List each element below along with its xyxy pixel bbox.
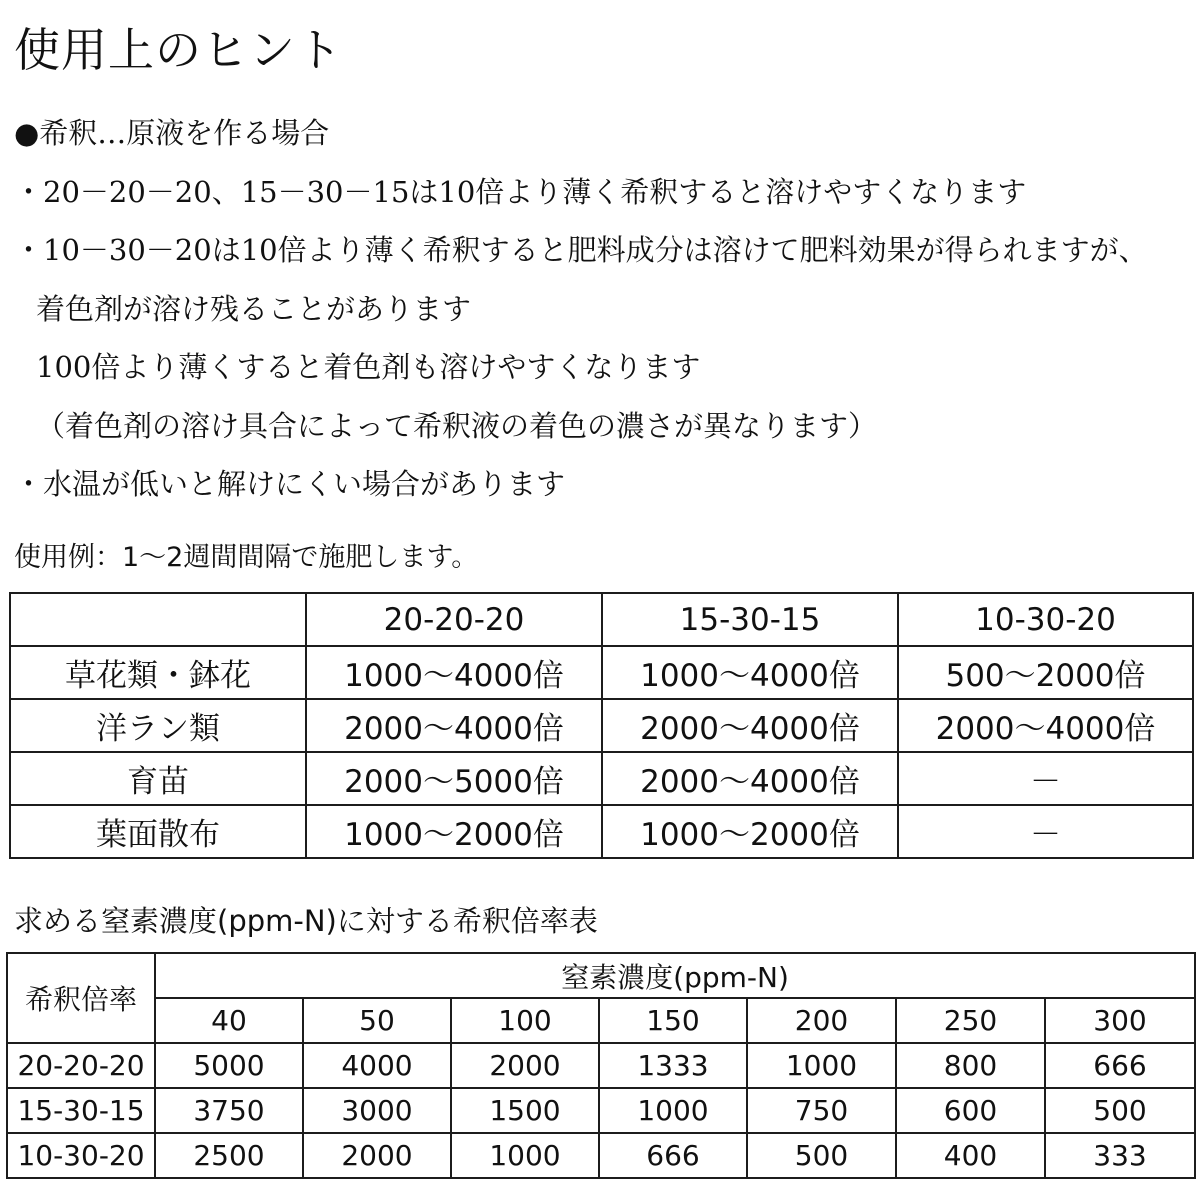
table-cell: 1000 [451,1133,599,1178]
concentration-header: 200 [747,998,896,1043]
corner-header: 希釈倍率 [7,953,155,1043]
table-cell: 1000 [599,1088,747,1133]
table-cell: 2000～5000倍 [306,752,602,805]
tip-line: （着色剤の溶け具合によって希釈液の着色の濃さが異なります） [36,408,878,443]
table-row [10,805,1193,858]
row-label: 洋ラン類 [10,699,306,752]
table-cell: 500 [1045,1088,1195,1133]
table-cell: 500～2000倍 [898,646,1193,699]
table-cell: 2000～4000倍 [602,752,898,805]
table-header-cell: 20-20-20 [306,593,602,646]
table-row [10,646,1193,699]
table-cell: 333 [1045,1133,1195,1178]
usage-table [9,592,1194,859]
table-cell: 2000 [451,1043,599,1088]
table-cell: 2000 [303,1133,451,1178]
table-header-cell [10,593,306,646]
row-label: 20-20-20 [7,1043,155,1088]
table-row [10,699,1193,752]
table-cell: 2000～4000倍 [306,699,602,752]
tips-section [14,104,1194,514]
table-cell: 666 [1045,1043,1195,1088]
table-row [7,1043,1195,1088]
concentration-header: 150 [599,998,747,1043]
table-cell: 500 [747,1133,896,1178]
table-cell: 2500 [155,1133,303,1178]
tip-line: 100倍より薄くすると着色剤も溶けやすくなります [36,350,701,384]
table-cell: 3750 [155,1088,303,1133]
table-cell: 750 [747,1088,896,1133]
group-header: 窒素濃度(ppm-N) [155,953,1195,998]
concentration-header: 250 [896,998,1045,1043]
table-cell: 1000～4000倍 [306,646,602,699]
table-cell: 3000 [303,1088,451,1133]
dilution-table [6,952,1196,1179]
table-cell: 2000～4000倍 [602,699,898,752]
table-cell: 666 [599,1133,747,1178]
row-label: 葉面散布 [10,805,306,858]
tip-line: ・水温が低いと解けにくい場合があります [14,467,566,501]
table-row [7,1088,1195,1133]
table-cell: 1000～2000倍 [602,805,898,858]
row-label: 草花類・鉢花 [10,646,306,699]
table-cell: 600 [896,1088,1045,1133]
dilution-caption: 求める窒素濃度(ppm-N)に対する希釈倍率表 [14,904,598,938]
table-header-row [10,593,1193,646]
concentration-header: 100 [451,998,599,1043]
table-cell: 2000～4000倍 [898,699,1193,752]
table-cell: 5000 [155,1043,303,1088]
table-cell: 1500 [451,1088,599,1133]
table-cell: 800 [896,1043,1045,1088]
usage-caption: 使用例：1～2週間間隔で施肥します。 [14,542,479,573]
row-label: 15-30-15 [7,1088,155,1133]
tip-line: ・10－30－20は10倍より薄く希釈すると肥料成分は溶けて肥料効果が得られますが、 [14,233,1148,267]
concentration-header: 50 [303,998,451,1043]
tip-line: ・20－20－20、15－30－15は10倍より薄く希釈すると溶けやすくなります [14,174,1027,209]
table-cell: 1000 [747,1043,896,1088]
table-cell: 1000～2000倍 [306,805,602,858]
tip-line: 着色剤が溶け残ることがあります [36,291,472,326]
table-row [10,752,1193,805]
table-cell: 4000 [303,1043,451,1088]
row-label: 10-30-20 [7,1133,155,1178]
table-header-cell: 15-30-15 [602,593,898,646]
table-cell: － [898,805,1193,858]
table-header-row [7,953,1195,998]
page-title: 使用上のヒント [14,23,343,77]
table-header-row [7,998,1195,1043]
table-row [7,1133,1195,1178]
tips-subheading: ●希釈…原液を作る場合 [14,116,330,150]
table-cell: － [898,752,1193,805]
table-cell: 400 [896,1133,1045,1178]
table-cell: 1000～4000倍 [602,646,898,699]
row-label: 育苗 [10,752,306,805]
table-cell: 1333 [599,1043,747,1088]
table-header-cell: 10-30-20 [898,593,1193,646]
concentration-header: 40 [155,998,303,1043]
concentration-header: 300 [1045,998,1195,1043]
